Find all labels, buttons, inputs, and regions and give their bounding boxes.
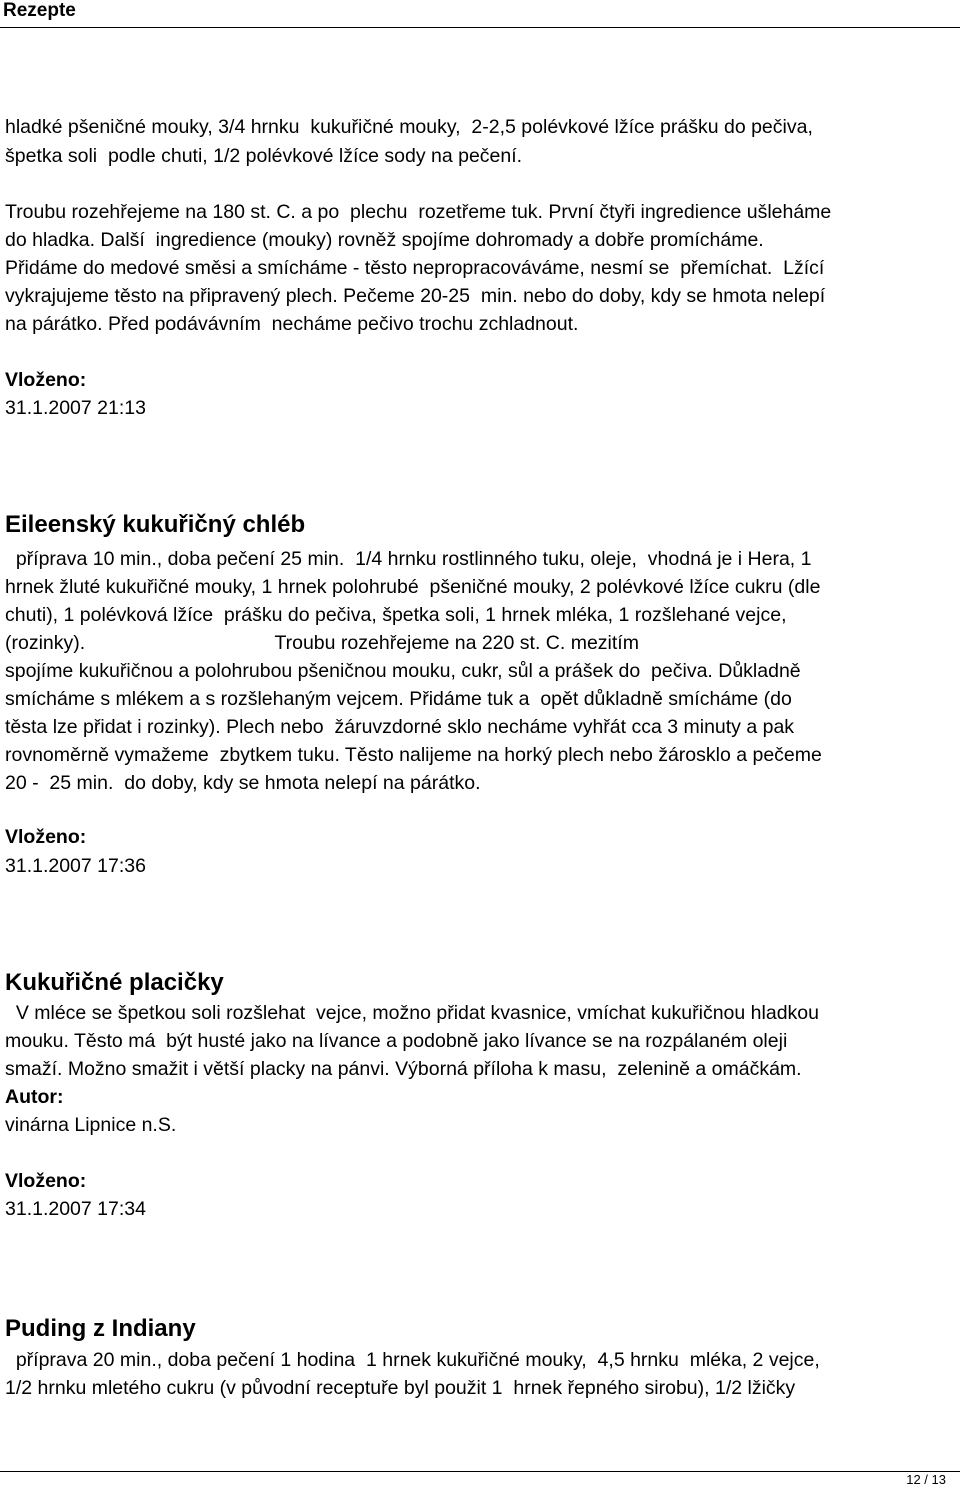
text-line: (rozinky). Troubu rozehřejeme na 220 st. C. mezitím [5, 632, 639, 654]
recipe-title: Kukuřičné placičky [5, 969, 224, 996]
page-header [0, 0, 960, 28]
text-line: 1/2 hrnku mletého cukru (v původní receptuře byl použit 1 hrnek řepného sirobu), 1/2 lžičky [5, 1377, 796, 1399]
recipe-title: Eileenský kukuřičný chléb [5, 511, 306, 538]
author-label: Autor: [5, 1086, 64, 1108]
text-line: do hladka. Další ingredience (mouky) rovněž spojíme dohromady a dobře promícháme. [5, 229, 764, 251]
text-line: těsta lze přidat i rozinky). Plech nebo žáruvzdorné sklo necháme vyhřát cca 3 minuty a pak [5, 716, 795, 738]
text-line: 20 - 25 min. do doby, kdy se hmota nelepí na párátko. [5, 772, 481, 794]
inserted-label: Vloženo: [5, 369, 87, 391]
text-line: špetka soli podle chuti, 1/2 polévkové lžíce sody na pečení. [5, 145, 523, 167]
recipe-title: Puding z Indiany [5, 1315, 196, 1342]
text-line: Přidáme do medové směsi a smícháme - těsto nepropracováváme, nesmí se přemíchat. Lžící [5, 257, 825, 279]
author-value: vinárna Lipnice n.S. [5, 1114, 177, 1136]
text-line: spojíme kukuřičnou a polohrubou pšeničnou mouku, cukr, sůl a prášek do pečiva. Důkladně [5, 660, 801, 682]
document-title: Rezepte [3, 0, 76, 21]
text-line: vykrajujeme těsto na připravený plech. Pečeme 20-25 min. nebo do doby, kdy se hmota nelepí [5, 285, 826, 307]
inserted-date: 31.1.2007 17:36 [5, 855, 146, 877]
text-line: smícháme s mlékem a s rozšlehaným vejcem. Přidáme tuk a opět důkladně smícháme (do [5, 688, 792, 710]
text-line: hladké pšeničné mouky, 3/4 hrnku kukuřičné mouky, 2-2,5 polévkové lžíce prášku do pečiva, [5, 116, 813, 138]
text-line: V mléce se špetkou soli rozšlehat vejce, možno přidat kvasnice, vmíchat kukuřičnou hladkou [5, 1002, 819, 1024]
text-line: Troubu rozehřejeme na 180 st. C. a po plechu rozetřeme tuk. První čtyři ingredience ušleháme [5, 201, 832, 223]
footer-divider [0, 1471, 960, 1472]
inserted-label: Vloženo: [5, 1170, 87, 1192]
text-line: příprava 10 min., doba pečení 25 min. 1/4 hrnku rostlinného tuku, oleje, vhodná je i Hera, 1 [5, 548, 812, 570]
text-line: hrnek žluté kukuřičné mouky, 1 hrnek polohrubé pšeničné mouky, 2 polévkové lžíce cukru (dle [5, 576, 821, 598]
text-line: chuti), 1 polévková lžíce prášku do pečiva, špetka soli, 1 hrnek mléka, 1 rozšlehané vejce, [5, 604, 787, 626]
text-line: příprava 20 min., doba pečení 1 hodina 1 hrnek kukuřičné mouky, 4,5 hrnku mléka, 2 vejce, [5, 1349, 820, 1371]
inserted-date: 31.1.2007 17:34 [5, 1198, 146, 1220]
text-line: na párátko. Před podávávním necháme pečivo trochu zchladnout. [5, 313, 579, 335]
text-line: smaží. Možno smažit i větší placky na pánvi. Výborná příloha k masu, zelenině a omáčkám. [5, 1058, 802, 1080]
page-number: 12 / 13 [906, 1472, 946, 1487]
inserted-label: Vloženo: [5, 826, 87, 848]
inserted-date: 31.1.2007 21:13 [5, 397, 146, 419]
text-line: mouku. Těsto má být husté jako na lívance a podobně jako lívance se na rozpálaném oleji [5, 1030, 788, 1052]
text-line: rovnoměrně vymažeme zbytkem tuku. Těsto nalijeme na horký plech nebo žárosklo a pečeme [5, 744, 822, 766]
